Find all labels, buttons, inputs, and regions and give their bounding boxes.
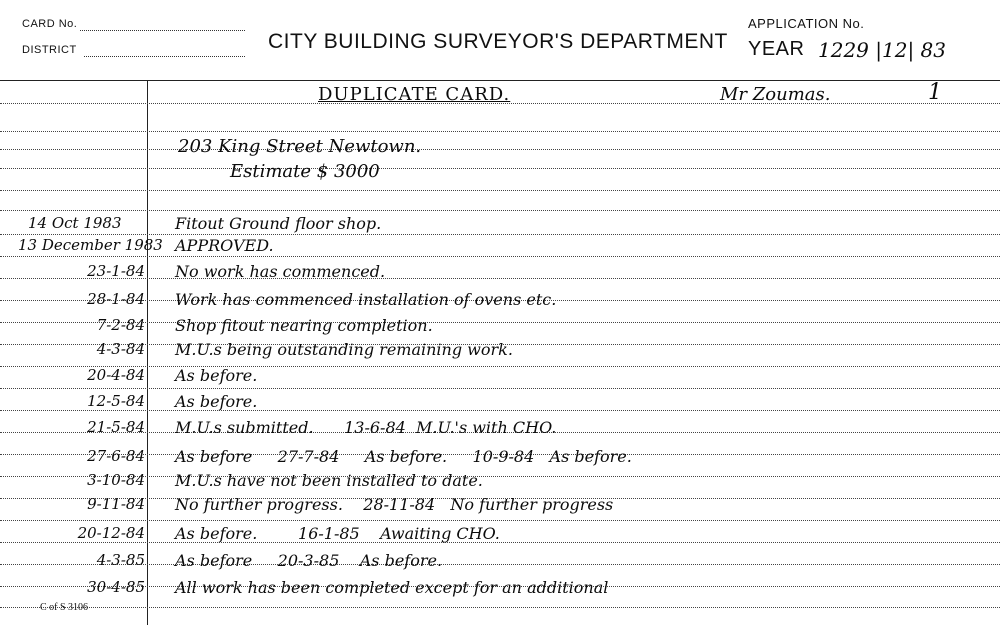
log-date: 28-1-84: [87, 290, 145, 308]
ruled-line: [0, 190, 1000, 191]
ruled-line: [0, 388, 1000, 389]
log-date: 23-1-84: [87, 262, 145, 280]
log-date: 13 December 1983: [18, 236, 163, 254]
application-number: 1229 |12| 83: [818, 38, 946, 62]
log-entry: M.U.s being outstanding remaining work.: [175, 340, 513, 359]
log-date: 14 Oct 1983: [28, 214, 122, 232]
department-title: CITY BUILDING SURVEYOR'S DEPARTMENT: [268, 30, 728, 53]
ruled-line: [0, 256, 1000, 257]
log-date: 7-2-84: [96, 316, 145, 334]
log-entry: As before.: [175, 392, 258, 411]
district-label: DISTRICT: [22, 44, 77, 56]
ruled-line: [0, 210, 1000, 211]
log-date: 12-5-84: [87, 392, 145, 410]
log-entry: M.U.s have not been installed to date.: [175, 471, 483, 490]
district-line: [84, 56, 245, 57]
application-label: APPLICATION No.: [748, 16, 865, 31]
header-divider: [0, 80, 1000, 81]
log-entry: Work has commenced installation of ovens etc.: [175, 290, 557, 309]
year-label: YEAR: [748, 38, 805, 60]
log-date: 20-12-84: [77, 524, 145, 542]
ruled-line: [0, 149, 1000, 150]
ruled-line: [0, 410, 1000, 411]
log-date: 27-6-84: [87, 447, 145, 465]
duplicate-card-label: DUPLICATE CARD.: [318, 84, 511, 105]
log-entry: Fitout Ground floor shop.: [175, 214, 382, 233]
log-entry: All work has been completed except for an additional: [175, 578, 609, 597]
ruled-line: [0, 564, 1000, 565]
log-date: 3-10-84: [87, 471, 145, 489]
card-no-line: [80, 30, 245, 31]
ruled-line: [0, 234, 1000, 235]
ruled-line: [0, 131, 1000, 132]
log-entry: No work has commenced.: [175, 262, 386, 281]
log-date: 20-4-84: [87, 366, 145, 384]
log-entry: As before 20-3-85 As before.: [175, 551, 443, 570]
log-date: 21-5-84: [87, 418, 145, 436]
form-code: C of S 3106: [40, 602, 89, 613]
log-date: 4-3-84: [96, 340, 145, 358]
sheet-number: 1: [928, 80, 942, 105]
ruled-line: [0, 476, 1000, 477]
log-date: 4-3-85: [96, 551, 145, 569]
ruled-line: [0, 542, 1000, 543]
ruled-line: [0, 366, 1000, 367]
log-date: 30-4-85: [87, 578, 145, 596]
log-date: 9-11-84: [87, 495, 145, 513]
log-entry: As before. 16-1-85 Awaiting CHO.: [175, 524, 500, 543]
log-entry: As before.: [175, 366, 258, 385]
applicant-name: Mr Zoumas.: [720, 84, 831, 105]
ruled-line: [0, 520, 1000, 521]
property-address: 203 King Street Newtown.: [178, 136, 422, 157]
ruled-line: [0, 278, 1000, 279]
ruled-line: [0, 322, 1000, 323]
log-entry: As before 27-7-84 As before. 10-9-84 As before.: [175, 447, 632, 466]
card-no-label: CARD No.: [22, 18, 78, 30]
date-column-divider: [147, 80, 148, 625]
estimate-value: Estimate $ 3000: [230, 161, 380, 182]
log-entry: APPROVED.: [175, 236, 274, 255]
log-entry: No further progress. 28-11-84 No further progress: [175, 495, 614, 514]
ruled-line: [0, 168, 1000, 169]
log-entry: Shop fitout nearing completion.: [175, 316, 433, 335]
ruled-line: [0, 607, 1000, 608]
log-entry: M.U.s submitted. 13-6-84 M.U.'s with CHO.: [175, 418, 557, 437]
